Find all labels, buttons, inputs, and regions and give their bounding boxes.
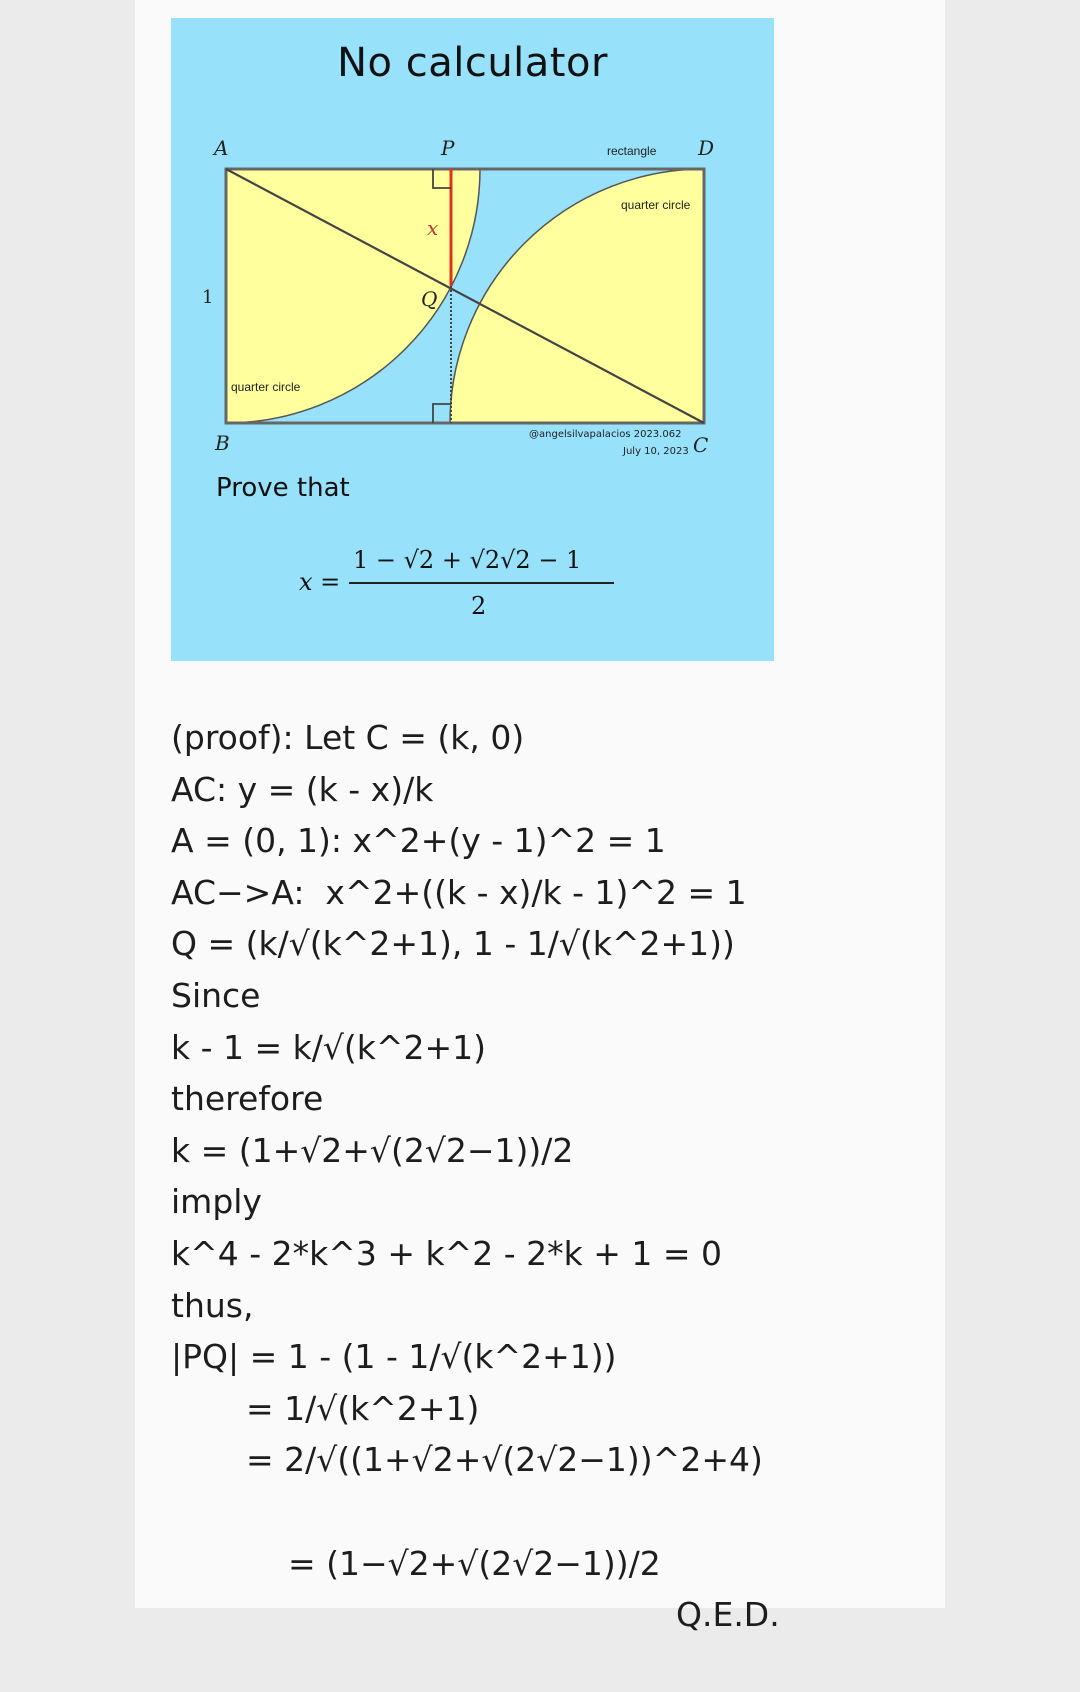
formula-denominator: 2	[471, 592, 487, 620]
proof-line: = 1/√(k^2+1)	[246, 1388, 480, 1428]
label-p: P	[441, 136, 455, 160]
proof-line-final	[171, 1486, 931, 1635]
proof-line: k = (1+√2+√(2√2−1))/2	[171, 1130, 574, 1170]
label-d: D	[698, 136, 715, 160]
label-q: Q	[421, 287, 438, 311]
qed-marker: Q.E.D.	[676, 1595, 780, 1635]
credit-line-2: July 10, 2023	[623, 446, 689, 457]
right-angle-bottom	[433, 404, 451, 423]
formula	[171, 528, 774, 628]
label-b: B	[215, 431, 230, 455]
label-c: C	[693, 433, 709, 457]
proof-line: = 2/√((1+√2+√(2√2−1))^2+4)	[246, 1440, 763, 1480]
label-quarter-circle-left: quarter circle	[231, 380, 301, 394]
proof-line: Q = (k/√(k^2+1), 1 - 1/√(k^2+1))	[171, 924, 735, 964]
geometry-figure	[171, 18, 774, 661]
label-a: A	[214, 136, 229, 160]
label-x: x	[427, 216, 439, 240]
fraction-bar	[349, 582, 614, 584]
proof-line: thus,	[171, 1285, 254, 1325]
proof-line: AC−>A: x^2+((k - x)/k - 1)^2 = 1	[171, 872, 747, 912]
formula-lhs: x =	[299, 568, 341, 596]
proof-line: therefore	[171, 1079, 324, 1119]
label-side-1: 1	[202, 287, 214, 308]
proof-text	[171, 712, 931, 1635]
proof-line: k^4 - 2*k^3 + k^2 - 2*k + 1 = 0	[171, 1233, 723, 1273]
proof-line: = (1−√2+√(2√2−1))/2	[287, 1543, 661, 1583]
proof-line: (proof): Let C = (k, 0)	[171, 718, 525, 757]
proof-line: imply	[171, 1182, 262, 1222]
proof-line: A = (0, 1): x^2+(y - 1)^2 = 1	[171, 821, 666, 861]
figure-title: No calculator	[337, 40, 608, 86]
proof-line: k - 1 = k/√(k^2+1)	[171, 1027, 487, 1067]
label-quarter-circle-right: quarter circle	[621, 198, 691, 212]
label-rectangle: rectangle	[607, 144, 657, 158]
formula-numerator: 1 − √2 + √2√2 − 1	[353, 546, 582, 574]
proof-line: Since	[171, 975, 261, 1015]
prove-that-text: Prove that	[216, 473, 350, 503]
proof-line: |PQ| = 1 - (1 - 1/√(k^2+1))	[171, 1337, 617, 1377]
proof-line: AC: y = (k - x)/k	[171, 769, 434, 809]
credit-line-1: @angelsilvapalacios 2023.062	[529, 429, 682, 440]
